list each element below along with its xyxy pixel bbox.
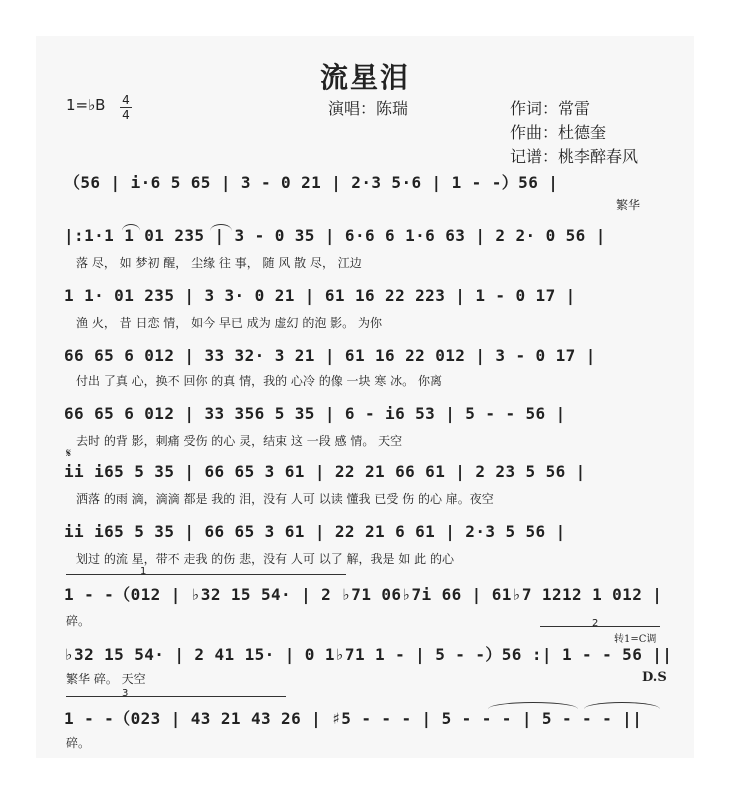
composer-credit: 作曲：杜德奎 xyxy=(510,123,607,142)
notation-row-7: ii i65 5 35 | 66 65 3 61 | 22 21 6 61 | 2·3 5 56 | xyxy=(64,522,566,541)
notation-row-10: 1 - -（023 | 43 21 43 26 | ♯5 - - - | 5 - - - | 5 - - - || xyxy=(64,709,643,728)
lyrics-row-6: 洒落 的雨 滴，滴滴 都是 我的 泪，没有 人可 以读 懂我 已受 伤 的心 扉。夜空 xyxy=(76,492,494,506)
lyrics-row-10: 碎。 xyxy=(66,736,91,750)
lyricist-credit: 作词：常雷 xyxy=(510,99,591,118)
tie-curve xyxy=(122,224,140,231)
time-signature xyxy=(120,94,132,121)
volta-number-3: 3 xyxy=(122,688,129,699)
lyrics-row-2: 落 尽， 如 梦初 醒， 尘缘 往 事， 随 风 散 尽， 江边 xyxy=(76,256,362,270)
volta-bracket-2 xyxy=(540,626,660,627)
lyrics-row-1 xyxy=(76,196,694,216)
segno-mark: 𝄋 xyxy=(66,446,72,460)
volta-number-1: 1 xyxy=(140,566,147,577)
volta-bracket-3 xyxy=(66,696,286,697)
transcriber-credit: 记谱：桃李醉春风 xyxy=(510,147,639,166)
lyrics-row-3: 渔 火， 昔 日恋 情， 如今 早已 成为 虚幻 的泡 影。 为你 xyxy=(76,316,382,330)
lyrics-row-4: 付出 了真 心，换不 回你 的真 情，我的 心冷 的像 一块 寒 冰。 你离 xyxy=(76,374,442,388)
modulation-note: 转1=C调 xyxy=(614,634,657,645)
notation-row-5: 66 65 6 012 | 33 356 5 35 | 6 - i6 53 | 5 - - 56 | xyxy=(64,404,566,423)
notation-row-2: |:1·1 1 01 235 | 3 - 0 35 | 6·6 6 1·6 63 | 2 2· 0 56 | xyxy=(64,226,606,245)
key-signature: 1=♭B xyxy=(66,96,106,114)
notation-row-8: 1 - -（012 | ♭32 15 54· | 2 ♭71 06♭7i 66 | 61♭7 1212 1 012 | xyxy=(64,585,663,604)
tie-curve xyxy=(488,702,578,709)
time-signature-top: 4 xyxy=(122,93,130,107)
tie-curve xyxy=(584,702,660,709)
notation-row-1: （56 | i·6 5 65 | 3 - 0 21 | 2·3 5·6 | 1 - -）56 | xyxy=(64,173,559,192)
tie-curve xyxy=(210,224,232,231)
lyrics-row-1-text: 繁华 xyxy=(616,198,641,212)
lyrics-row-9: 繁华 碎。 天空 xyxy=(66,672,146,686)
notation-row-3: 1 1· 01 235 | 3 3· 0 21 | 61 16 22 223 | 1 - 0 17 | xyxy=(64,286,576,305)
notation-row-6: ii i65 5 35 | 66 65 3 61 | 22 21 66 61 | 2 23 5 56 | xyxy=(64,462,586,481)
volta-bracket-1 xyxy=(66,574,346,575)
ds-mark: D.S xyxy=(642,670,667,685)
score-sheet xyxy=(36,36,694,758)
song-title: 流星泪 xyxy=(319,61,410,94)
singer-credit: 演唱：陈瑞 xyxy=(328,99,409,118)
volta-number-2: 2 xyxy=(592,618,599,629)
time-signature-bottom: 4 xyxy=(122,108,130,122)
notation-row-9: ♭32 15 54· | 2 41 15· | 0 1♭71 1 - | 5 - -）56 :| 1 - - 56 || xyxy=(64,645,673,664)
lyrics-row-8: 碎。 xyxy=(66,614,91,628)
lyrics-row-7: 划过 的流 星，带不 走我 的伤 悲，没有 人可 以了 解，我是 如 此 的心 xyxy=(76,552,454,566)
notation-row-4: 66 65 6 012 | 33 32· 3 21 | 61 16 22 012 | 3 - 0 17 | xyxy=(64,346,596,365)
lyrics-row-5: 去时 的背 影，刺痛 受伤 的心 灵，结束 这 一段 感 情。 天空 xyxy=(76,434,403,448)
